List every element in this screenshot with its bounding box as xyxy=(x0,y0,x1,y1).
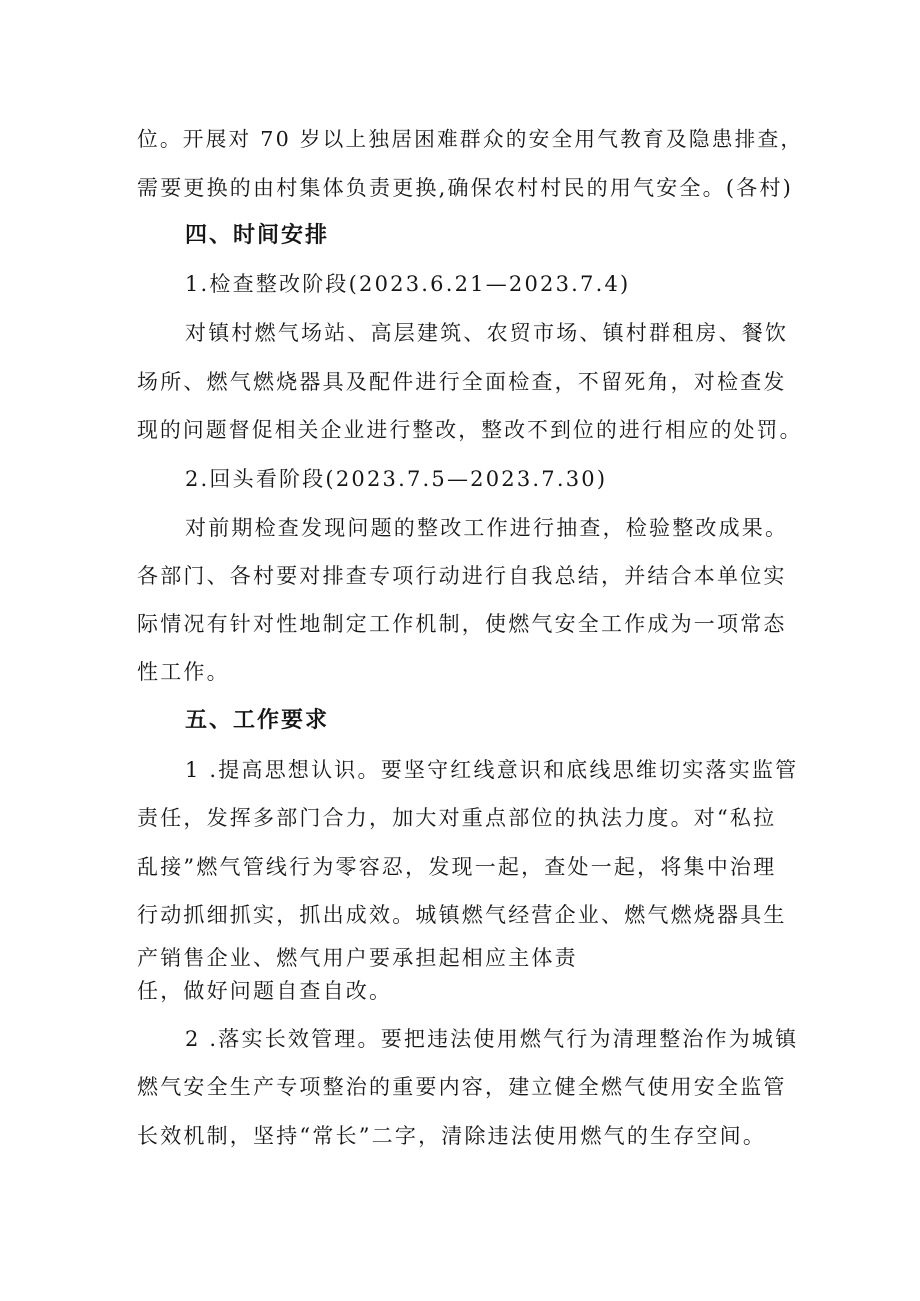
body-line: 责任，发挥多部门合力，加大对重点部位的执法力度。对“私拉 xyxy=(137,806,777,830)
body-line: 位。开展对 70 岁以上独居困难群众的安全用气教育及隐患排查， xyxy=(137,127,804,151)
body-line: 各部门、各村要对排查专项行动进行自我总结，并结合本单位实 xyxy=(137,564,787,588)
body-line: 对镇村燃气场站、高层建筑、农贸市场、镇村群租房、餐饮 xyxy=(185,321,789,345)
section-heading-schedule: 四、时间安排 xyxy=(185,223,330,248)
body-line: 性工作。 xyxy=(137,660,230,684)
subsection-heading: 1.检查整改阶段(2023.6.21—2023.7.4) xyxy=(185,272,631,296)
body-line: 场所、燃气燃烧器具及配件进行全面检查，不留死角，对检查发 xyxy=(137,370,787,394)
body-line: 任，做好问题自查自改。 xyxy=(137,979,393,1003)
body-line: 需要更换的由村集体负责更换,确保农村村民的用气安全。(各村) xyxy=(137,176,794,200)
body-line: 2 .落实长效管理。要把违法使用燃气行为清理整治作为城镇 xyxy=(185,1027,799,1051)
subsection-heading: 2.回头看阶段(2023.7.5—2023.7.30) xyxy=(185,467,608,491)
body-line: 际情况有针对性地制定工作机制，使燃气安全工作成为一项常态 xyxy=(137,612,787,636)
body-line: 对前期检查发现问题的整改工作进行抽查，检验整改成果。 xyxy=(185,516,789,540)
body-line: 乱接”燃气管线行为零容忍，发现一起，查处一起，将集中治理 xyxy=(137,855,777,879)
body-line: 长效机制，坚持“常长”二字，清除违法使用燃气的生存空间。 xyxy=(137,1124,767,1148)
body-line: 现的问题督促相关企业进行整改，整改不到位的进行相应的处罚。 xyxy=(137,418,803,442)
section-heading-requirements: 五、工作要求 xyxy=(185,708,330,733)
body-line: 行动抓细抓实，抓出成效。城镇燃气经营企业、燃气燃烧器具生 xyxy=(137,903,787,927)
body-line: 1 .提高思想认识。要坚守红线意识和底线思维切实落实监管 xyxy=(185,758,799,782)
body-line: 产销售企业、燃气用户要承担起相应主体责 xyxy=(137,946,578,970)
body-line: 燃气安全生产专项整治的重要内容，建立健全燃气使用安全监管 xyxy=(137,1075,787,1099)
